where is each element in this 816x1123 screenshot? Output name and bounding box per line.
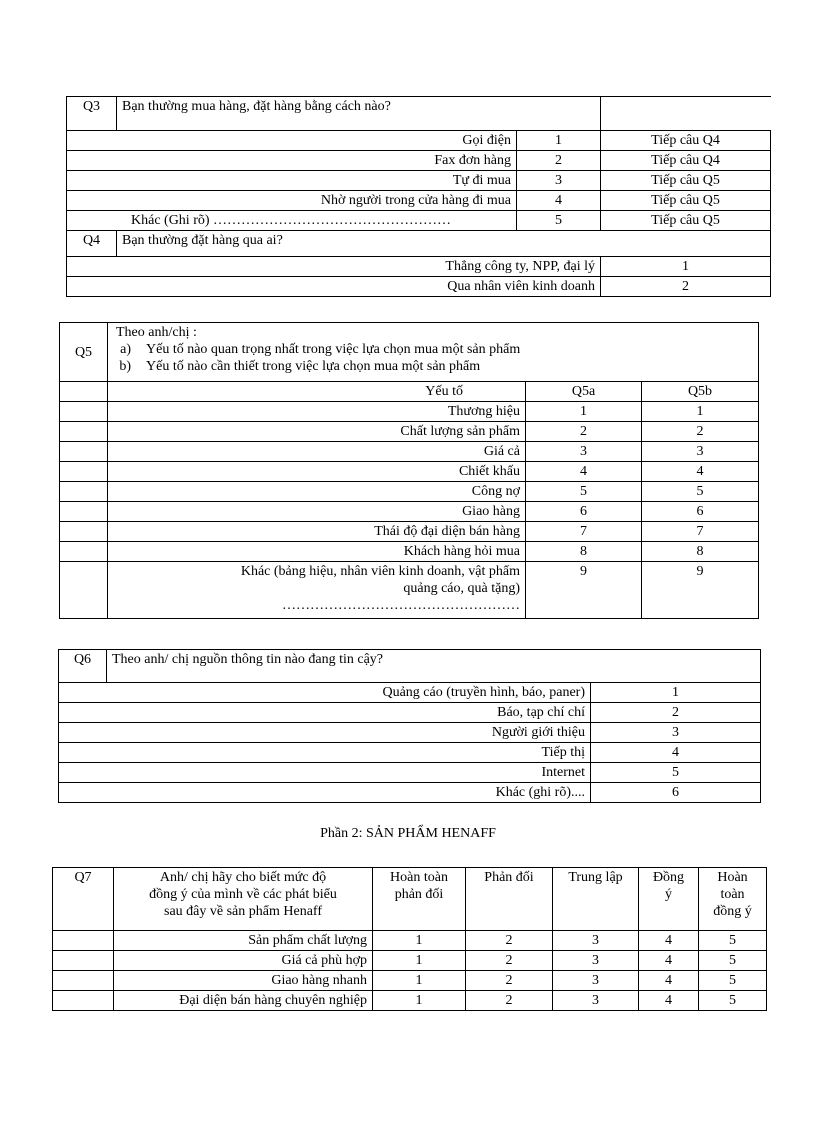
q7-header-5-line1: Hoàn: [717, 870, 748, 885]
q7-statement: Đại diện bán hàng chuyên nghiệp: [114, 991, 373, 1011]
q7-value: 4: [639, 971, 699, 991]
q7-header-agree: [639, 868, 699, 931]
table-row: [60, 502, 759, 522]
q3-option-label: Gọi điện: [67, 131, 517, 151]
q3-question: Bạn thường mua hàng, đặt hàng bằng cách nào?: [117, 97, 601, 131]
table-row: [59, 743, 761, 763]
q6-option-code: 6: [591, 783, 761, 803]
q7-header-5-line3: đồng ý: [713, 904, 752, 919]
q4-option-code: 2: [601, 277, 771, 297]
q3-option-code: 2: [517, 151, 601, 171]
q6-option-code: 2: [591, 703, 761, 723]
q6-option-code: 1: [591, 683, 761, 703]
q3-option-next: Tiếp câu Q5: [601, 191, 771, 211]
table-row: [53, 971, 767, 991]
q7-value: 3: [553, 971, 639, 991]
q6-option-label: Quảng cáo (truyền hình, báo, paner): [59, 683, 591, 703]
q7-value: 4: [639, 951, 699, 971]
q5-value-a: 6: [526, 502, 642, 522]
q5-id: [60, 323, 108, 382]
q7-value: 5: [699, 951, 767, 971]
q7-header-strongly-agree: [699, 868, 767, 931]
q7-value: 3: [553, 951, 639, 971]
q7-value: 1: [373, 951, 466, 971]
q7-header-disagree: Phản đối: [466, 868, 553, 931]
q7-header-strongly-disagree: [373, 868, 466, 931]
table-row: [60, 402, 759, 422]
q7-value: 5: [699, 931, 767, 951]
q7-id: Q7: [53, 868, 114, 931]
q5-factor-label: Giao hàng: [108, 502, 526, 522]
q7-question-line2: đồng ý của mình về các phát biểu: [149, 887, 337, 902]
table-row: [67, 151, 771, 171]
q5-empty-cell: [60, 482, 108, 502]
q3-option-next: Tiếp câu Q5: [601, 211, 771, 231]
q5-value-b: 6: [642, 502, 759, 522]
q5-empty-cell: [60, 382, 108, 402]
q3-option-label: Khác (Ghi rõ) ……………………………………………: [67, 211, 517, 231]
q5-value-b: 4: [642, 462, 759, 482]
q5-value-b: 1: [642, 402, 759, 422]
q7-statement: Giá cả phù hợp: [114, 951, 373, 971]
table-row: [53, 991, 767, 1011]
q7-value: 2: [466, 931, 553, 951]
q6-option-code: 5: [591, 763, 761, 783]
table-row: [60, 422, 759, 442]
q5-value-b: 2: [642, 422, 759, 442]
q7-value: 5: [699, 991, 767, 1011]
q3-option-next: Tiếp câu Q4: [601, 131, 771, 151]
q5-factor-label: Công nợ: [108, 482, 526, 502]
table-row: [67, 131, 771, 151]
q7-value: 2: [466, 971, 553, 991]
q7-value: 1: [373, 971, 466, 991]
table-row: [67, 277, 771, 297]
q5-question: [108, 323, 759, 382]
table-row: [59, 703, 761, 723]
q5-value-b: 3: [642, 442, 759, 462]
q5-factor-label: Khách hàng hỏi mua: [108, 542, 526, 562]
q5-value-a: 4: [526, 462, 642, 482]
q7-empty-cell: [53, 971, 114, 991]
table-row: [60, 522, 759, 542]
q7-header-1-line1: Hoàn toàn: [390, 870, 448, 885]
q3-option-label: Tự đi mua: [67, 171, 517, 191]
q7-value: 4: [639, 931, 699, 951]
table-row: [59, 723, 761, 743]
q7-value: 3: [553, 991, 639, 1011]
q6-table: [58, 649, 761, 803]
table-row: [59, 783, 761, 803]
q5-factor-label: Chiết khấu: [108, 462, 526, 482]
q6-question: Theo anh/ chị nguồn thông tin nào đang tin cậy?: [107, 650, 761, 683]
q7-header-5-line2: toàn: [720, 887, 745, 902]
q5-empty-cell: [60, 562, 108, 619]
q7-statement: Giao hàng nhanh: [114, 971, 373, 991]
q7-value: 1: [373, 931, 466, 951]
q3-option-label: Nhờ người trong cửa hàng đi mua: [67, 191, 517, 211]
table-header-row: [53, 868, 767, 931]
q5-empty-cell: [60, 542, 108, 562]
q5-other-line1: Khác (bảng hiệu, nhân viên kinh doanh, vật phẩm: [240, 564, 520, 579]
q5-other-cell: [108, 562, 526, 619]
q3-option-next: Tiếp câu Q4: [601, 151, 771, 171]
q7-value: 3: [553, 931, 639, 951]
q5-value-b: 8: [642, 542, 759, 562]
q6-option-label: Internet: [59, 763, 591, 783]
table-row: [67, 191, 771, 211]
q5-factor-label: Thái độ đại diện bán hàng: [108, 522, 526, 542]
q5-value-a: 9: [526, 562, 642, 619]
q3-option-label: Fax đơn hàng: [67, 151, 517, 171]
q5-empty-cell: [60, 502, 108, 522]
q5-value-b: 9: [642, 562, 759, 619]
q5-empty-cell: [60, 462, 108, 482]
q7-header-4-line2: ý: [665, 887, 672, 902]
q6-option-label: Người giới thiệu: [59, 723, 591, 743]
q4-option-label: Thẳng công ty, NPP, đại lý: [67, 257, 601, 277]
q7-empty-cell: [53, 991, 114, 1011]
q5-value-a: 5: [526, 482, 642, 502]
q3-option-code: 1: [517, 131, 601, 151]
q5-empty-cell: [60, 402, 108, 422]
q6-option-code: 4: [591, 743, 761, 763]
q7-value: 4: [639, 991, 699, 1011]
table-row: [60, 482, 759, 502]
q7-value: 1: [373, 991, 466, 1011]
q5-value-b: 5: [642, 482, 759, 502]
q6-option-label: Báo, tạp chí chí: [59, 703, 591, 723]
section-2-title: Phần 2: SẢN PHẨM HENAFF: [320, 826, 496, 841]
table-row: [60, 542, 759, 562]
table-row: [53, 951, 767, 971]
q7-value: 2: [466, 951, 553, 971]
q7-value: 2: [466, 991, 553, 1011]
q7-header-1-line2: phản đối: [394, 887, 444, 902]
q5-empty-cell: [60, 522, 108, 542]
table-row: [59, 683, 761, 703]
q5-other-line2: quảng cáo, quà tặng): [403, 581, 520, 596]
table-row: [60, 442, 759, 462]
q6-option-code: 3: [591, 723, 761, 743]
table-row: [59, 763, 761, 783]
q6-option-label: Tiếp thị: [59, 743, 591, 763]
q5-factor-label: Thương hiệu: [108, 402, 526, 422]
q5-col-factor: Yếu tố: [108, 382, 526, 402]
q3-blank-cell: [601, 97, 771, 131]
q5-value-a: 2: [526, 422, 642, 442]
table-row: [67, 211, 771, 231]
q5-intro: Theo anh/chị :: [116, 325, 197, 340]
q7-question-line1: Anh/ chị hãy cho biết mức độ: [159, 870, 327, 885]
table-row: [67, 257, 771, 277]
q5-sub-b: b. Yếu tố nào cần thiết trong việc lựa chọn mua một sản phẩm: [138, 358, 753, 375]
q7-value: 5: [699, 971, 767, 991]
q5-table: [59, 322, 759, 619]
q5-value-a: 7: [526, 522, 642, 542]
q5-sub-list: [116, 341, 753, 375]
q4-option-code: 1: [601, 257, 771, 277]
q6-option-label: Khác (ghi rõ)....: [59, 783, 591, 803]
q7-table: [52, 867, 767, 1011]
q5-value-b: 7: [642, 522, 759, 542]
q5-id-text: Q5: [74, 344, 93, 360]
q5-sub-a: a. Yếu tố nào quan trọng nhất trong việc lựa chọn mua một sản phẩm: [138, 341, 753, 358]
q5-factor-label: Giá cả: [108, 442, 526, 462]
q5-value-a: 1: [526, 402, 642, 422]
q7-header-neutral: Trung lập: [553, 868, 639, 931]
q7-empty-cell: [53, 931, 114, 951]
q5-col-a: Q5a: [526, 382, 642, 402]
q7-statement: Sản phẩm chất lượng: [114, 931, 373, 951]
q3-q4-table: [66, 96, 771, 297]
q7-empty-cell: [53, 951, 114, 971]
q3-option-code: 3: [517, 171, 601, 191]
q5-empty-cell: [60, 442, 108, 462]
q3-option-code: 5: [517, 211, 601, 231]
q3-option-code: 4: [517, 191, 601, 211]
q5-col-b: Q5b: [642, 382, 759, 402]
q5-value-a: 8: [526, 542, 642, 562]
q5-factor-label: Chất lượng sản phẩm: [108, 422, 526, 442]
q4-question: Bạn thường đặt hàng qua ai?: [117, 231, 771, 257]
table-row: [67, 171, 771, 191]
q5-value-a: 3: [526, 442, 642, 462]
table-row: [53, 931, 767, 951]
q7-question-line3: sau đây về sản phẩm Henaff: [164, 904, 322, 919]
q3-option-next: Tiếp câu Q5: [601, 171, 771, 191]
q3-id: Q3: [67, 97, 117, 131]
q4-id: Q4: [67, 231, 117, 257]
table-row: [60, 462, 759, 482]
q7-header-4-line1: Đồng: [652, 870, 685, 885]
q5-other-line3: ……………………………………………: [282, 598, 520, 613]
q6-id: Q6: [59, 650, 107, 683]
q7-question: [114, 868, 373, 931]
table-row: [60, 562, 759, 619]
table-header-row: [60, 382, 759, 402]
q5-empty-cell: [60, 422, 108, 442]
q4-option-label: Qua nhân viên kinh doanh: [67, 277, 601, 297]
